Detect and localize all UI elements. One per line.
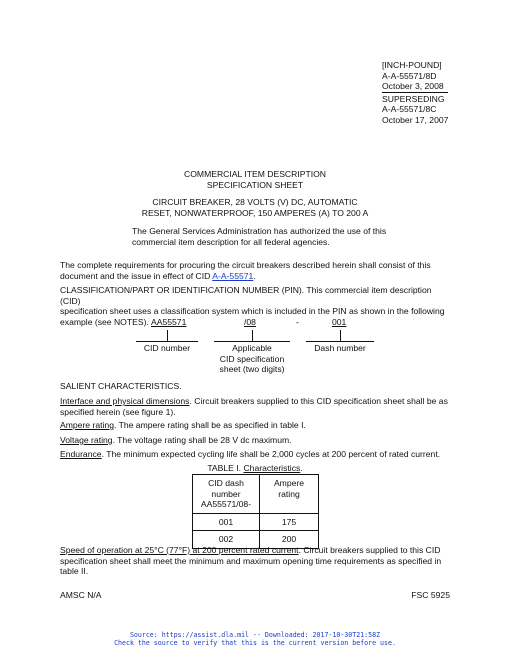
table-row (193, 513, 319, 531)
fsc-label: FSC 5925 (411, 590, 450, 600)
interface-text: . Circuit breakers supplied to this CID specification sheet shall be as (189, 396, 448, 406)
voltage-text: . The voltage rating shall be 28 V dc maximum. (112, 435, 292, 445)
voltage-paragraph (60, 435, 452, 446)
ampere-text: . The ampere rating shall be as specified in table I. (113, 420, 306, 430)
classification-line-3: example (see NOTES). (60, 316, 149, 327)
speed-line-3: table II. (60, 566, 89, 577)
classification-line-2: specification sheet uses a classification system which is included in the PIN as shown in the following (60, 306, 445, 317)
table-cell-amps: 200 (260, 531, 319, 549)
pin-label-sheet (206, 343, 298, 375)
table-cell-dash: 001 (193, 513, 260, 531)
table-caption-number: TABLE I. (207, 463, 244, 473)
superseded-number: A-A-55571/8C (382, 104, 437, 115)
table-header-dash (193, 475, 260, 514)
table-caption-period: . (300, 463, 303, 473)
endurance-paragraph (60, 449, 480, 460)
intro-line-1: The complete requirements for procuring the circuit breakers described herein shall consist of this (60, 260, 431, 270)
ampere-heading: Ampere rating (60, 420, 114, 430)
interface-paragraph (60, 396, 452, 417)
table-cell-amps: 175 (260, 513, 319, 531)
table-header-row (193, 475, 319, 514)
table-header-amps: Ampere rating (260, 475, 319, 514)
endurance-text: . The minimum expected cycling life shall be 2,000 cycles at 200 percent of rated current. (101, 449, 441, 459)
classification-line-1: CLASSIFICATION/PART OR IDENTIFICATION NUMBER (PIN). This commercial item description (CID) (60, 285, 432, 306)
download-footer (0, 631, 510, 647)
pin-part-sheet: /08 (244, 317, 256, 327)
title-line-2: SPECIFICATION SHEET (206, 179, 304, 190)
interface-heading: Interface and physical dimensions (60, 396, 190, 406)
document-number: A-A-55571/8D (382, 70, 437, 81)
pin-label-sheet-line-1: Applicable (232, 343, 272, 353)
pin-label-sheet-line-3: sheet (two digits) (219, 364, 285, 375)
pin-bracket-1 (136, 341, 198, 342)
amsc-label: AMSC N/A (60, 590, 102, 600)
table-header-dash-line-2: number (211, 488, 241, 499)
document-date: October 3, 2008 (382, 81, 448, 93)
cid-link[interactable]: A-A-55571 (212, 270, 254, 281)
interface-line-1 (60, 396, 452, 407)
pin-separator: - (296, 317, 299, 327)
voltage-heading: Voltage rating (60, 435, 113, 445)
superseding-label: SUPERSEDING (382, 93, 445, 104)
approval-line-1: The General Services Administration has authorized the use of this (132, 226, 387, 236)
table-header-dash-line-3: AA55571/08- (200, 499, 252, 510)
pin-label-sheet-line-2: CID specification (219, 353, 285, 364)
ampere-paragraph (60, 420, 452, 431)
speed-paragraph (60, 545, 452, 577)
speed-line-1 (60, 545, 452, 556)
salient-heading: SALIENT CHARACTERISTICS. (60, 381, 182, 391)
pin-part-dash-number: 001 (332, 317, 347, 327)
speed-text: . Circuit breakers supplied to this CID (298, 545, 441, 555)
pin-label-cid-number: CID number (143, 343, 191, 353)
footer-verify-line: Check the source to verify that this is the current version before use. (114, 639, 396, 647)
table-cell-dash: 002 (193, 531, 260, 549)
pin-bracket-3 (306, 341, 374, 342)
superseded-date: October 17, 2007 (382, 114, 449, 125)
item-title-line-2: RESET, NONWATERPROOF, 150 AMPERES (A) TO 200 A (141, 207, 369, 218)
table-header-dash-line-1: CID dash (208, 478, 244, 488)
title-line-1: COMMERCIAL ITEM DESCRIPTION (184, 169, 326, 179)
pin-label-dash-number: Dash number (314, 343, 366, 353)
item-title-line-1: CIRCUIT BREAKER, 28 VOLTS (V) DC, AUTOMATIC (152, 197, 358, 207)
approval-line-2: commercial item description for all federal agencies. (132, 236, 330, 247)
intro-text: document and the issue in effect of CID (60, 270, 213, 281)
table-caption-title: Characteristics (243, 463, 301, 473)
characteristics-table (192, 474, 319, 549)
speed-heading: Speed of operation at 25°C (77°F) at 200 percent rated current (60, 545, 299, 555)
endurance-heading: Endurance (60, 449, 102, 459)
intro-period: . (253, 270, 256, 281)
pin-part-cid-number: AA55571 (151, 317, 187, 327)
speed-line-2: specification sheet shall meet the minimum and maximum opening time requirements as specified in (60, 555, 442, 566)
table-caption (160, 463, 350, 474)
footer-source-line: Source: https://assist.dla.mil -- Downloaded: 2017-10-30T21:58Z (129, 631, 381, 639)
interface-line-2: specified herein (see figure 1). (60, 406, 176, 417)
pin-bracket-2 (214, 341, 290, 342)
inch-pound-label: [INCH-POUND] (382, 60, 442, 70)
